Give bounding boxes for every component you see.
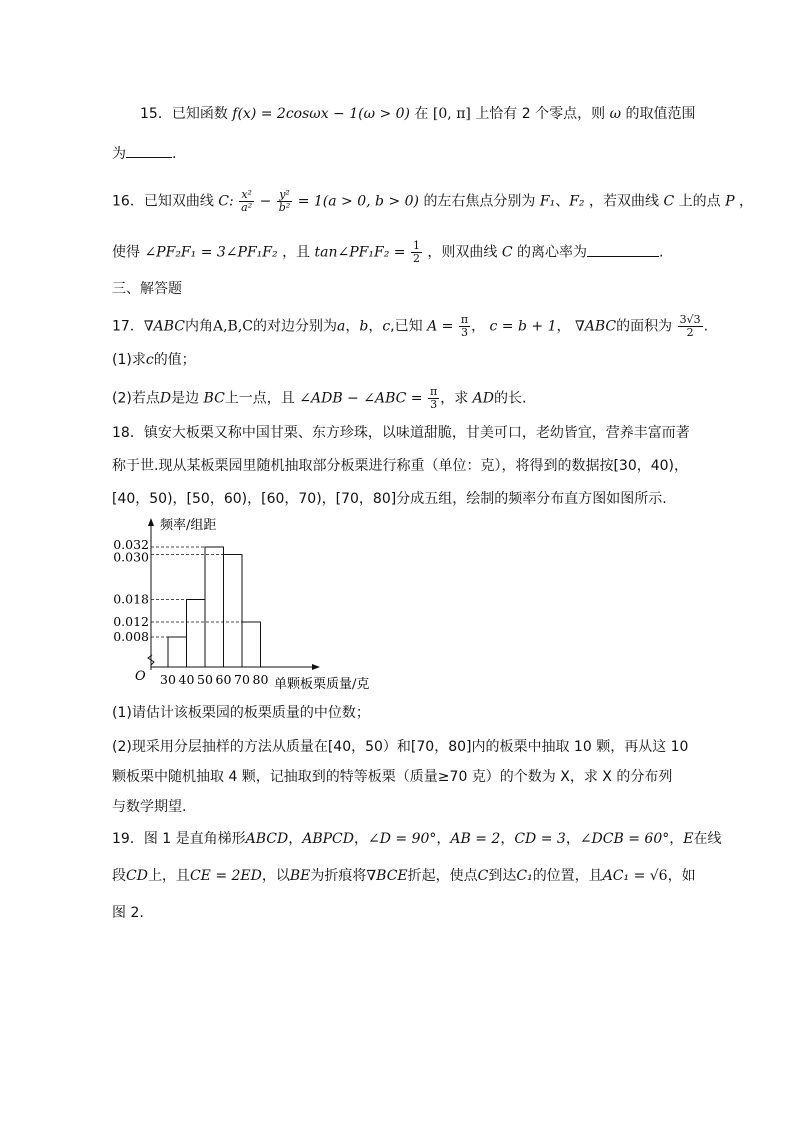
q18-sub2-line1: (2)现采用分层抽样的方法从质量在[40，50）和[70，80]内的板栗中抽取 10 颗，再从这 10 [112,739,689,755]
q16-c: C [663,193,675,210]
q19-triangle: ∇BCE [366,868,408,884]
answer-blank [126,143,172,158]
y-tick-label: 0.018 [113,591,149,607]
q19-text: 为折痕将 [310,868,367,884]
q18-line2: 称于世.现从某板栗园里随机抽取部分板栗进行称重（单位：克），将得到的数据按[30，40)， [112,458,689,474]
q17-text: ,已知 [390,318,423,335]
q17-frac-den: 2 [686,326,694,339]
q19-text: 到达 [488,868,517,884]
q18-line1: 18．镇安大板栗又称中国甘栗、东方珍珠，以味道甜脆，甘美可口，老幼皆宜，营养丰富而著 [112,425,690,441]
x-tick-label: 40 [178,672,195,687]
q17-sub1 [112,350,196,370]
q17-frac-den: 3 [430,398,438,411]
q17-frac-pi3 [428,386,439,411]
q19-abcd: ABCD [245,831,289,847]
q16-text: ， [738,193,753,210]
q17-a: a [337,318,346,335]
histogram-bar [224,555,243,668]
q17-text: 的面积为 [616,318,673,335]
q17-text: 内角 [184,318,213,335]
q17-text: (2)若点 [112,390,160,407]
q19-text: ， [500,831,515,847]
q17-triangle: ∇ABC [143,318,185,335]
q17-c: c [382,318,391,335]
q17-frac-den: 3 [460,326,468,339]
q17-angles: A,B,C [212,318,253,335]
q19-text: ， [354,831,368,847]
q15-interval: [0, π] [432,106,471,122]
q17-frac-pi3 [459,314,470,339]
q19-text: 上，且 [147,868,190,884]
q16-text: 上的点 [678,193,721,210]
q15-omega: ω [609,106,621,122]
histogram-bar [205,547,224,667]
q15-text: 为 [112,146,126,162]
q19-text: 19．图 1 是直角梯形 [112,831,246,847]
q19-text: ， [565,831,580,847]
q17-c: c [145,352,154,368]
q15-text: 在 [414,106,429,122]
q18-sub2-line2: 颗板栗中随机抽取 4 颗，记抽取到的特等板栗（质量≥70 克）的个数为 X，求 X 的分布列 [112,769,673,785]
x-tick-label: 80 [252,672,269,687]
q15-text: 上恰有 2 个零点，则 [475,106,606,122]
q19-parallel: ABPCD [302,831,354,847]
q19-text: ，以 [261,868,290,884]
x-axis-label: 单颗板栗质量/克 [274,677,370,692]
q17-text: 上一点，且 [224,390,295,407]
q17-text: ， [471,318,486,335]
q17-text: (1)求 [112,352,146,368]
q19-text: 的位置，且 [532,868,603,884]
q16-frac-num: y² [277,189,292,202]
q19-angle-dcb: ∠DCB = 60° [579,831,670,847]
q16-f1: F₁ [539,193,556,210]
q16-text: ，则双曲线 [427,244,498,261]
q17-text: ， [345,318,360,335]
q16-eq: = 1(a > 0, b > 0) [297,193,419,210]
q19-sqrt6: √6 [649,868,668,884]
q16-text: 16．已知双曲线 [112,193,214,210]
q19-text: 折起，使点 [407,868,478,884]
y-tick-label: 0.032 [113,537,149,552]
origin-label: O [135,669,146,684]
q19-ce: CE = 2ED [189,868,262,884]
section-heading: 三、解答题 [112,281,182,297]
y-tick-label: 0.012 [113,614,149,629]
q16-f2: F₂ [569,193,585,210]
q19-C1: C₁ [516,868,533,884]
q19-text: ，如 [667,868,696,884]
histogram-bar [187,600,206,668]
q17-text: 的长. [494,390,527,407]
histogram-bar [168,637,187,667]
q19-text: ， [288,831,303,847]
q17-sub2 [112,386,526,411]
q17-text: 的值； [153,352,196,368]
q16-text: . [659,244,664,261]
q16-curve: C: [218,193,234,210]
q19-line1 [112,829,721,849]
q17-AD: AD [472,390,494,407]
q17-angle-diff: ∠ADB − ∠ABC = [299,390,423,407]
q17-text: 是边 [171,390,200,407]
q19-text: 段 [112,868,126,884]
q19-cd: CD = 3 [514,831,566,847]
x-tick-label: 30 [160,672,176,687]
q17-frac-num: π [460,313,469,326]
q17-text: . [703,318,709,335]
q16-frac-x [239,189,254,214]
q17-line1 [112,314,708,339]
q16-frac-den: b² [278,201,291,214]
q19-angle-d: ∠D = 90° [368,831,437,847]
x-axis-arrow [312,664,320,670]
q16-angle-eq: ∠PF₂F₁ = 3∠PF₁F₂ [144,244,278,261]
q15-text: 的取值范围 [625,106,696,122]
q19-text: 在线 [693,831,722,847]
q19-text: ， [669,831,684,847]
q16-frac-num: 1 [412,239,420,252]
q17-BC: BC [203,390,225,407]
q16-frac-half [411,240,422,265]
q16-minus: − [259,193,272,210]
q16-text: 、 [555,193,570,210]
y-axis-label: 频率/组距 [160,518,217,533]
q16-tan: tan∠PF₁F₂ = [314,244,406,261]
q17-text: ，求 [440,390,469,407]
q15-line2 [112,143,176,164]
q19-BE: BE [289,868,311,884]
q19-line3: 图 2. [112,905,144,921]
q16-line1 [112,189,753,214]
answer-blank [587,242,659,257]
q16-text: ，且 [282,244,311,261]
y-tick-label: 0.008 [113,629,149,644]
histogram-chart [108,512,428,692]
q17-text: ， [556,318,571,335]
q17-A-eq: A = [427,318,454,335]
q17-text: ， [368,318,383,335]
q19-ab: AB = 2 [450,831,501,847]
q16-text: ，若双曲线 [589,193,659,210]
q17-triangle: ∇ABC [574,318,617,335]
q15-function: f(x) = 2cosωx − 1(ω > 0) [232,106,411,122]
q16-text: 的左右焦点分别为 [423,193,536,210]
q16-frac-den: 2 [412,252,420,265]
q15-line1 [140,104,695,124]
q18-sub1: (1)请估计该板栗园的板栗质量的中位数； [112,705,370,721]
x-tick-label: 70 [234,672,250,687]
q18-sub2-line3: 与数学期望. [112,799,187,815]
y-axis-arrow [148,518,154,526]
q17-c-eq: c = b + 1 [489,318,557,335]
q19-E: E [683,831,694,847]
q16-frac-num: x² [239,189,254,202]
y-tick-label: 0.030 [113,549,149,565]
q16-frac-den: a² [241,201,253,214]
q16-c2: C [501,244,513,261]
q17-frac-num: π [429,385,438,398]
q17-frac-num: 3√3 [679,313,701,326]
q19-ac1: AC₁ = [602,868,646,884]
x-tick-label: 60 [215,672,232,687]
q17-text: 的对边分别为 [253,318,337,335]
q15-text: . [172,146,177,162]
q16-line2 [112,240,663,265]
q16-frac-y [277,189,292,214]
q15-text: 15．已知函数 [140,106,228,122]
q17-frac-area [678,314,703,339]
q16-text: 的离心率为 [517,244,588,261]
q19-CD: CD [126,868,148,884]
q17-b: b [359,318,369,335]
q16-p: P [725,193,735,210]
histogram-bar [242,622,261,667]
q16-text: 使得 [112,244,140,261]
q17-text: 17． [112,318,144,335]
x-tick-label: 50 [197,672,213,687]
q19-text: ， [436,831,451,847]
q17-D: D [159,390,172,407]
q18-line3: [40，50)，[50，60)，[60，70)，[70，80]分成五组，绘制的频率分布直方图如图所示. [112,491,667,507]
q19-C: C [477,868,489,884]
q19-line2 [112,866,696,886]
